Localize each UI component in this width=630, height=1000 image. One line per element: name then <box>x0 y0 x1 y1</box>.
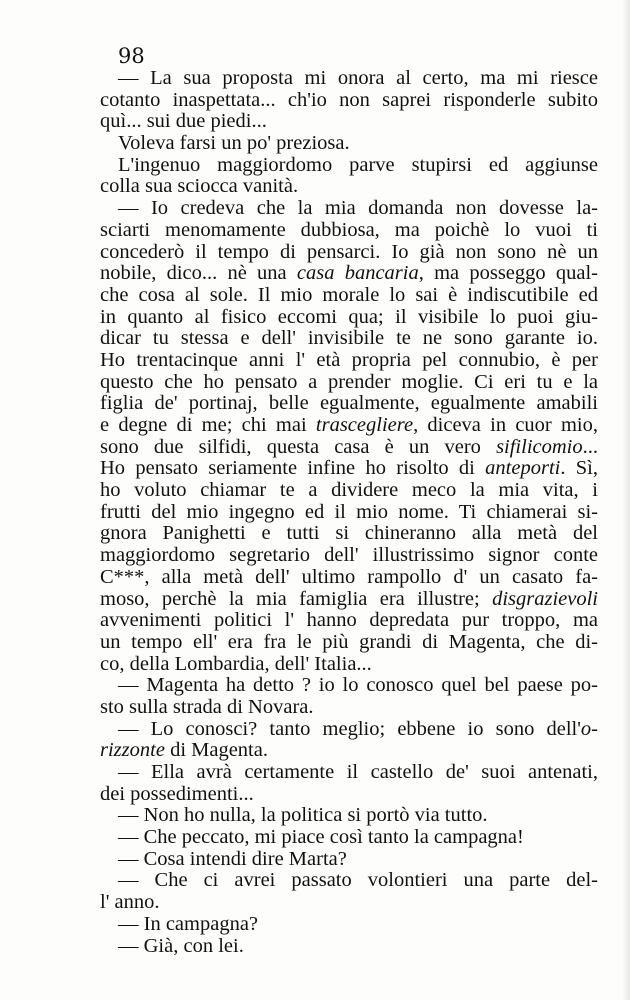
text-line: sono due silfidi, questa casa è un vero sifilicomio... <box>100 435 598 458</box>
scan-edge <box>622 0 630 1000</box>
text-line: questo che ho pensato a prender moglie. Ci eri tu e la <box>100 370 598 393</box>
text-line: gnora Panighetti e tutti si chineranno alla metà del <box>100 522 598 545</box>
text-line: quì... sui due piedi... <box>100 110 267 133</box>
text-line: — Lo conosci? tanto meglio; ebbene io sono dell'o- <box>118 717 598 740</box>
text-line: — Già, con lei. <box>118 934 244 957</box>
text-line: dicar tu stessa e dell' invisibile te ne sono garante io. <box>100 327 598 350</box>
text-line: in quanto al fisico eccomi qua; il visibile lo puoi giu- <box>100 305 598 328</box>
text-line: — Ella avrà certamente il castello de' suoi antenati, <box>118 761 598 783</box>
text-line: cotanto inaspettata... ch'io non saprei risponderle subito <box>100 88 598 111</box>
text-line: ho voluto chiamar te a dividere meco la mia vita, i <box>100 479 598 502</box>
text-line: colla sua sciocca vanità. <box>100 175 299 198</box>
text-line: e degne di me; chi mai trascegliere, diceva in cuor mio, <box>100 414 598 436</box>
text-line: nobile, dico... nè una casa bancaria, ma posseggo qual- <box>100 262 598 285</box>
text-line: L'ingenuo maggiordomo parve stupirsi ed aggiunse <box>118 153 598 176</box>
text-line: Ho pensato seriamente infine ho risolto di anteporti. Sì, <box>100 457 598 480</box>
text-line: — Che ci avrei passato volontieri una parte del- <box>118 869 598 892</box>
text-line: che cosa al sole. Il mio morale lo sai è indiscutibile ed <box>100 283 598 306</box>
text-line: rizzonte di Magenta. <box>100 739 268 762</box>
text-line: sciarti menomamente dubbiosa, ma poichè lo vuoi ti <box>100 218 598 241</box>
text-line: C***, alla metà dell' ultimo rampollo d' un casato fa- <box>100 565 598 588</box>
text-line: Voleva farsi un po' preziosa. <box>118 132 350 155</box>
text-line: — Io credeva che la mia domanda non dovesse la- <box>118 197 598 220</box>
page-number: 98 <box>118 44 145 68</box>
text-line: maggiordomo segretario dell' illustrissimo signor conte <box>100 544 598 567</box>
text-line: — Cosa intendi dire Marta? <box>118 847 347 870</box>
text-line: avvenimenti politici l' hanno depredata pur troppo, ma <box>100 609 598 632</box>
text-line: un tempo ell' era fra le più grandi di Magenta, che di- <box>100 630 598 653</box>
text-line: — In campagna? <box>118 912 259 935</box>
text-line: dei possedimenti... <box>100 782 254 805</box>
text-line: sto sulla strada di Novara. <box>100 695 314 718</box>
text-line: — Non ho nulla, la politica si portò via tutto. <box>118 804 488 827</box>
text-line: l' anno. <box>100 891 160 914</box>
text-line: — Che peccato, mi piace così tanto la campagna! <box>118 826 524 849</box>
text-line: concederò il tempo di pensarci. Io già non sono nè un <box>100 240 598 263</box>
text-line: figlia de' portinaj, belle egualmente, egualmente amabili <box>100 392 598 415</box>
text-line: — Magenta ha detto ? io lo conosco quel bel paese po- <box>118 674 598 697</box>
text-line: — La sua proposta mi onora al certo, ma mi riesce <box>118 67 598 89</box>
text-line: frutti del mio ingegno ed il mio nome. Ti chiamerai si- <box>100 500 598 523</box>
text-line: co, della Lombardia, dell' Italia... <box>100 652 372 675</box>
text-line: Ho trentacinque anni l' età propria pel connubio, è per <box>100 348 598 371</box>
body-text <box>100 68 598 957</box>
text-line: moso, perchè la mia famiglia era illustre; disgrazievoli <box>100 587 598 610</box>
